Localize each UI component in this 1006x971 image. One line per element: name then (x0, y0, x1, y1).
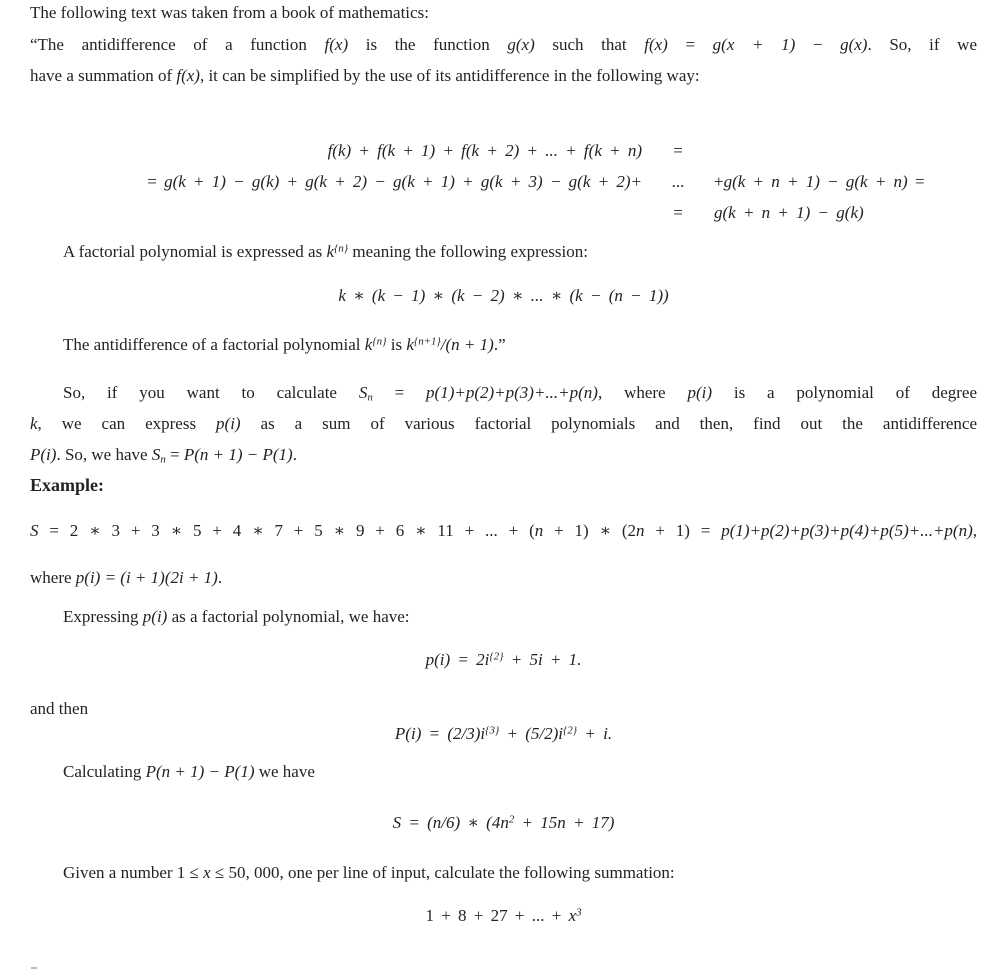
eq3-relation: = (673, 202, 683, 222)
expressing-line: Expressing p(i) as a factorial polynomial, we have: (63, 607, 410, 626)
eq3-rhs: g(k + n + 1) − g(k) (714, 202, 864, 222)
p-definition-line: where p(i) = (i + 1)(2i + 1). (30, 568, 223, 587)
intro-line: The following text was taken from a book of mathematics: (30, 3, 429, 22)
cutoff-artifact (31, 967, 37, 969)
eq2-relation: ... (671, 171, 685, 191)
closed-form-equation: S = (n/6) ∗ $(4n^2 + 15n + 17)$ (392, 813, 615, 832)
eq2-lhs: = g(k + 1) − g(k) + g(k + 2) − g(k + 1) + g(k + 3) − g(k + 2)+ (147, 171, 642, 191)
sum-calculation-line-2: k, we can express p(i) as a sum of various factorial polynomials and then, find out the antidifference (30, 414, 977, 433)
task-statement-line: Given a number 1 ≤ x ≤ 50, 000, one per line of input, calculate the following summation: (63, 863, 675, 882)
telescoping-equation-block (30, 135, 977, 228)
target-summation-equation: 1 + 8 + 27 + ... + $x^3$ (425, 906, 582, 925)
equation-row-3 (30, 197, 977, 228)
p-factorial-form-equation: $p(i) = 2i^{\{2\}} + 5i + 1$. (425, 650, 582, 669)
equation-row-2 (30, 166, 977, 197)
quote-line-1: “The antidifference of a function f(x) is the function g(x) such that f(x) = g(x + 1) − g(x). So, if we (30, 35, 977, 54)
sum-calculation-line-1: So, if you want to calculate $S_n = p(1)+p(2)+p(3)+...+p(n)$, where p(i) is a polynomial of degree (63, 383, 977, 404)
calculating-line: Calculating P(n + 1) − P(1) we have (63, 762, 315, 781)
antidifference-P-equation: $P(i) = (2/3)i^{\{3\}} + (5/2)i^{\{2\}} + i$. (394, 724, 613, 743)
example-series-equation: S = 2 ∗ 3 + 3 ∗ 5 + 4 ∗ 7 + 5 ∗ 9 + 6 ∗ 11 + ... + (n + 1) ∗ (2n + 1) = p(1)+p(2)+p(3)+p(4)+p(5)+...+p(n), (30, 521, 977, 540)
example-heading: Example: (30, 475, 104, 495)
eq1-relation: = (673, 140, 683, 160)
sum-calculation-line-3: P(i). So, we have $S_n = P(n + 1) - P(1)$. (30, 445, 297, 466)
antidifference-rule-line: The antidifference of a factorial polynomial $k^{\{n\}}$ is $k^{\{n+1\}}/(n + 1)$.” (63, 335, 506, 354)
eq1-lhs: f(k) + f(k + 1) + f(k + 2) + ... + f(k + n) (327, 140, 642, 160)
quote-line-2: have a summation of f(x), it can be simplified by the use of its antidifference in the following way: (30, 66, 700, 85)
eq2-rhs: +g(k + n + 1) − g(k + n) = (714, 171, 925, 191)
factorial-polynomial-intro-line: A factorial polynomial is expressed as $k^{\{n\}}$ meaning the following expression: (63, 242, 588, 261)
and-then-line: and then (30, 699, 89, 718)
equation-row-1 (30, 135, 977, 166)
factorial-polynomial-expression: k ∗ (k − 1) ∗ (k − 2) ∗ ... ∗ (k − (n − 1)) (338, 286, 669, 305)
